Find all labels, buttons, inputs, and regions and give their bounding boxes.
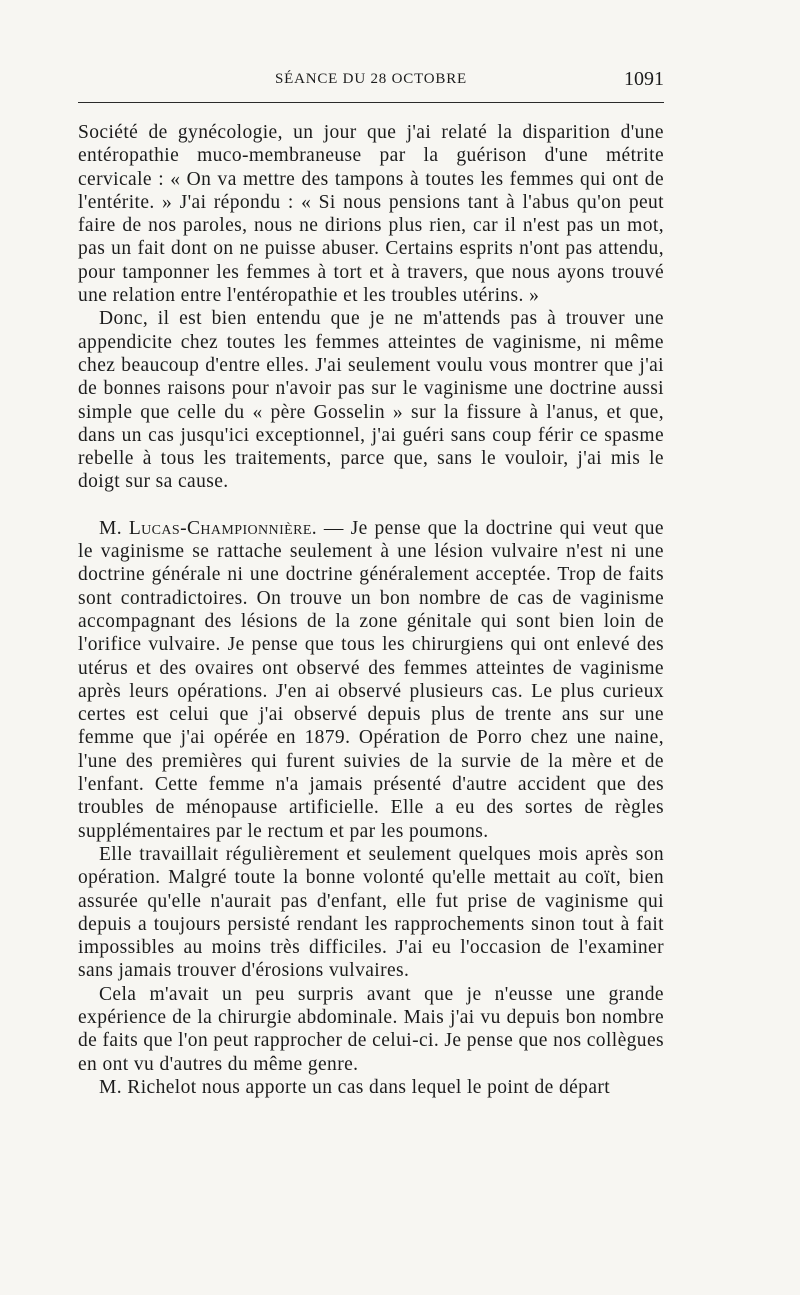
paragraph: Donc, il est bien entendu que je ne m'attends pas à trouver une appendicite chez toutes les femmes atteintes de vaginisme, ni même chez beaucoup d'entre elles. J'ai seulement voulu vous montrer que j'ai de bonnes raisons pour n'avoir pas sur le vaginisme une doctrine aussi simple que celle du « père Gosselin » sur la fissure à l'anus, et que, dans un cas jusqu'ici exceptionnel, j'ai guéri sans coup férir ce spasme rebelle à tous les traitements, parce que, sans le vouloir, j'ai mis le doigt sur sa cause. bbox=[78, 308, 664, 493]
speech-text: Je pense que la doctrine qui veut que le vaginisme se rattache seulement à une lésion vulvaire n'est ni une doctrine générale ni une doctrine généralement acceptée. Trop de faits sont contradictoires. On trouve un bon nombre de cas de vaginisme accompagnant des lésions de la zone génitale qui sont bien loin de l'orifice vulvaire. Je pense que tous les chirurgiens qui ont enlevé des utérus et des ovaires ont observé des femmes atteintes de vaginisme après leurs opérations. J'en ai observé plusieurs cas. Le plus curieux certes est celui que j'ai observé depuis plus de trente ans sur une femme que j'ai opérée en 1879. Opération de Porro chez une naine, l'une des premières qui furent suivies de la survie de la mère et de l'enfant. Cette femme n'a jamais présenté d'autre accident que des troubles de ménopause artificielle. Elle a eu des sortes de règles supplémentaires par le rectum et par les poumons. bbox=[78, 517, 664, 842]
page-header bbox=[78, 68, 664, 92]
running-title: SÉANCE DU 28 OCTOBRE bbox=[275, 71, 467, 87]
page-number: 1091 bbox=[624, 68, 664, 90]
paragraph: Cela m'avait un peu surpris avant que je n'eusse une grande expérience de la chirurgie abdominale. Mais j'ai vu depuis bon nombre de faits que l'on peut rapprocher de celui-ci. Je pense que nos collègues en ont vu d'autres du même genre. bbox=[78, 983, 664, 1075]
paragraph: Elle travaillait régulièrement et seulement quelques mois après son opération. Malgré toute la bonne volonté qu'elle mettait au coït, bien assurée qu'elle n'aurait pas d'enfant, elle fut prise de vaginisme qui depuis a toujours persisté rendant les rapprochements sinon tout à fait impossibles au moins très difficiles. J'ai eu l'occasion de l'examiner sans jamais trouver d'érosions vulvaires. bbox=[78, 843, 664, 982]
speech-dash: — bbox=[317, 517, 351, 539]
section-gap bbox=[78, 494, 664, 517]
header-rule bbox=[78, 102, 664, 103]
paragraph-continued: Société de gynécologie, un jour que j'ai relaté la disparition d'une entéropathie muco-membraneuse par la guérison d'une métrite cervicale : « On va mettre des tampons à toutes les femmes qui ont de l'entérite. » J'ai répondu : « Si nous pensions tant à l'abus qu'on peut faire de nos paroles, nous ne dirions plus rien, car il n'est pas un mot, pas un fait dont on ne puisse abuser. Certains esprits n'ont pas attendu, pour tamponner les femmes à tort et à travers, que nous ayons trouvé une relation entre l'entéropathie et les troubles utérins. » bbox=[78, 122, 664, 307]
paragraph-truncated: M. Richelot nous apporte un cas dans lequel le point de départ bbox=[99, 1076, 611, 1098]
body-text bbox=[78, 121, 664, 1099]
speech-paragraph bbox=[78, 517, 664, 843]
speaker-name: M. Lucas-Championnière. bbox=[99, 517, 318, 539]
